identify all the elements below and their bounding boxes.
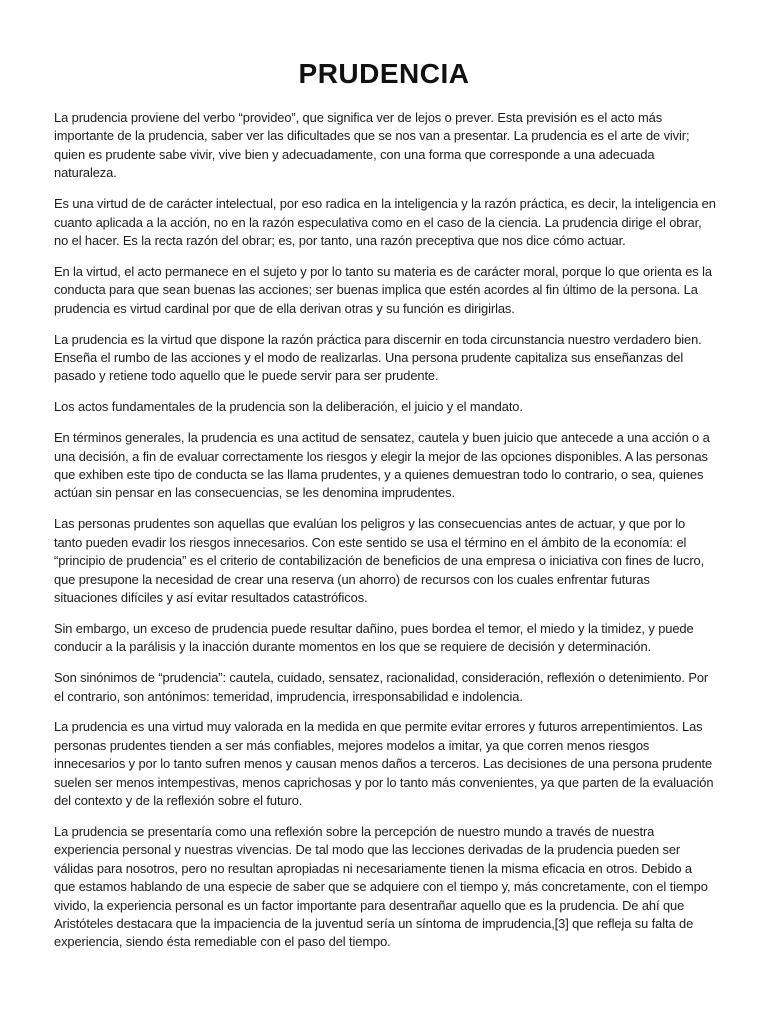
paragraph-6: En términos generales, la prudencia es una actitud de sensatez, cautela y buen juicio que antecede a una acción o a una decisión, a fin de evaluar correctamente los riesgos y elegir la mejor de las opciones disponibles. A las personas que exhiben este tipo de conducta se las llama prudentes, y a quienes demuestran todo lo contrario, o sea, quienes actúan sin pensar en las consecuencias, se les denomina imprudentes.: [54, 430, 710, 501]
document-body: [54, 109, 716, 964]
paragraph-8: Sin embargo, un exceso de prudencia puede resultar dañino, pues bordea el temor, el miedo y la timidez, y puede conducir a la parálisis y la inacción durante momentos en los que se requiere de decisión y determinación.: [54, 620, 694, 655]
paragraph-4: La prudencia es la virtud que dispone la razón práctica para discernir en toda circunstancia nuestro verdadero bien. Enseña el rumbo de las acciones y el modo de realizarlas. Una persona prudente capitaliza sus enseñanzas del pasado y retiene todo aquello que le puede servir para ser prudente.: [54, 331, 702, 384]
paragraph-10: La prudencia es una virtud muy valorada en la medida en que permite evitar errores y futuros arrepentimientos. Las personas prudentes tienden a ser más confiables, mejores modelos a imitar, ya que corren menos riesgos innecesarios y por lo tanto sufren menos y causan menos daños a terceros. Las decisiones de una persona prudente suelen ser menos intempestivas, menos caprichosas y por lo tanto más convenientes, ya que parten de la evaluación del contexto y de la reflexión sobre el futuro.: [54, 719, 714, 809]
paragraph-3: En la virtud, el acto permanece en el sujeto y por lo tanto su materia es de carácter moral, porque lo que orienta es la conducta para que sean buenas las acciones; ser buenas implica que estén acordes al fin último de la persona. La prudencia es virtud cardinal por que de ella derivan otras y su función es dirigirlas.: [54, 263, 712, 316]
paragraph-1: La prudencia proviene del verbo “provideo”, que significa ver de lejos o prever. Esta previsión es el acto más importante de la prudencia, saber ver las dificultades que se nos van a presentar. La prudencia es el arte de vivir; quien es prudente sabe vivir, vive bien y adecuadamente, con una forma que corresponde a una adecuada naturaleza.: [54, 110, 690, 181]
paragraph-2: Es una virtud de de carácter intelectual, por eso radica en la inteligencia y la razón práctica, es decir, la inteligencia en cuanto aplicada a la acción, no en la razón especulativa como en el caso de la ciencia. La prudencia dirige el obrar, no el hacer. Es la recta razón del obrar; es, por tanto, una razón preceptiva que nos dice cómo actuar.: [54, 196, 716, 248]
paragraph-5: Los actos fundamentales de la prudencia son la deliberación, el juicio y el mandato.: [54, 399, 523, 415]
paragraph-7: Las personas prudentes son aquellas que evalúan los peligros y las consecuencias antes de actuar, y que por lo tanto pueden evadir los riesgos innecesarios. Con este sentido se usa el término en el ámbito de la economía: el “principio de prudencia” es el criterio de contabilización de beneficios de una empresa o iniciativa con fines de lucro, que presupone la necesidad de crear una reserva (un ahorro) de recursos con los cuales enfrentar futuras situaciones difíciles y así evitar resultados catastróficos.: [54, 516, 705, 605]
document-title: PRUDENCIA: [298, 58, 470, 89]
paragraph-11: La prudencia se presentaría como una reflexión sobre la percepción de nuestro mundo a través de nuestra experiencia personal y nuestras vivencias. De tal modo que las lecciones derivadas de la prudencia pueden ser válidas para nosotros, pero no resultan apropiadas ni necesariamente tienen la misma eficacia en otros. Debido a que estamos hablando de una especie de saber que se adquiere con el tiempo y, más concretamente, con el tiempo vivido, la experiencia personal es un factor importante para desentrañar aquello que es la prudencia. De ahí que Aristóteles destacara que la impaciencia de la juventud sería un síntoma de imprudencia,[3] que refleja su falta de experiencia, siendo ésta remediable con el paso del tiempo.: [54, 824, 708, 950]
paragraph-9: Son sinónimos de “prudencia”: cautela, cuidado, sensatez, racionalidad, consideración, reflexión o detenimiento. Por el contrario, son antónimos: temeridad, imprudencia, irresponsabilidad e indolencia.: [54, 670, 709, 704]
